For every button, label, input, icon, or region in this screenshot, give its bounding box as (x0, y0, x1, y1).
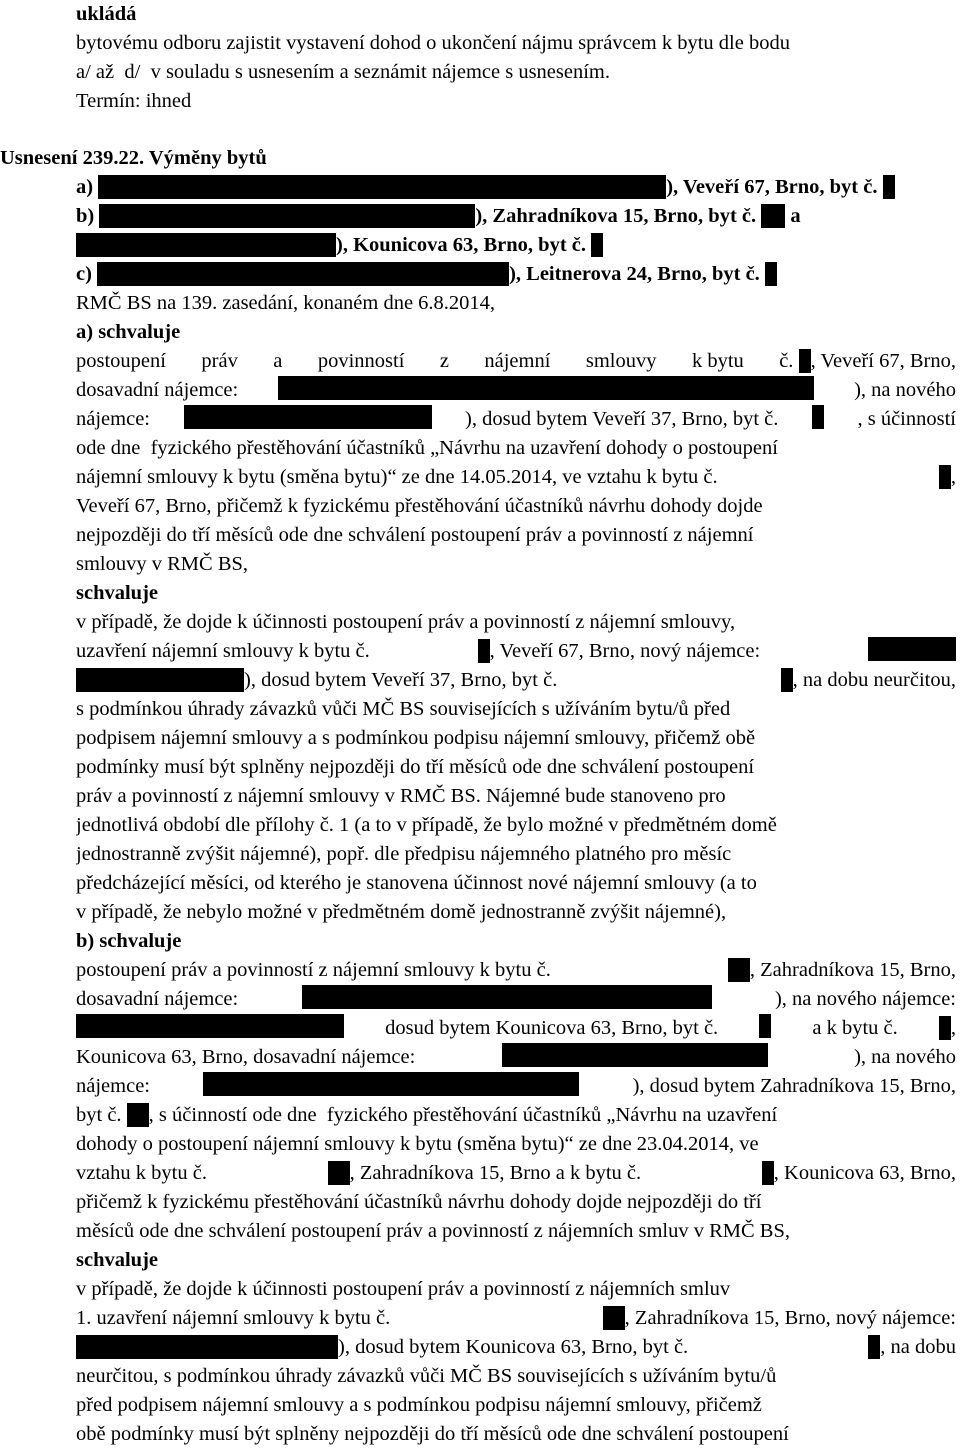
section-a-schvaluje: a) schvaluje (76, 321, 181, 343)
text-line: podpisem nájemní smlouvy a s podmínkou podpisu nájemní smlouvy, přičemž obě (76, 727, 756, 749)
redaction-block (98, 175, 666, 199)
text-line: jednostranně zvýšit nájemné), popř. dle předpisu nájemného platného pro měsíc (76, 843, 732, 865)
text-line: Termín: ihned (76, 90, 192, 112)
text-line: dohody o postoupení nájemní smlouvy k bytu (směna bytu)“ ze dne 23.04.2014, ve (76, 1133, 759, 1155)
text-line: smlouvy v RMČ BS, (76, 553, 249, 575)
text-line: Kounicova 63, Brno, dosavadní nájemce: ), na nového (76, 1043, 956, 1072)
text-line: dosud bytem Kounicova 63, Brno, byt č. a k bytu č. , (76, 1014, 956, 1043)
redaction-block (502, 1043, 768, 1067)
redaction-block (883, 175, 895, 199)
text-line: práv a povinností z nájemní smlouvy v RMČ BS. Nájemné bude stanoveno pro (76, 785, 726, 807)
redaction-block (603, 1306, 625, 1330)
text-line: nájemce: ), dosud bytem Zahradníkova 15, Brno, (76, 1072, 956, 1101)
text-line: přičemž k fyzickému přestěhování účastníků návrhu dohody dojde nejpozději do tří (76, 1191, 762, 1213)
redaction-block (278, 376, 814, 400)
redaction-block (765, 262, 777, 286)
redaction-block (203, 1072, 579, 1096)
text-line: dosavadní nájemce: ), na nového (76, 376, 956, 405)
redaction-block (761, 204, 785, 228)
redaction-block (76, 668, 244, 692)
text-line: neurčitou, s podmínkou úhrady závazků vůči MČ BS souvisejících s užíváním bytu/ů (76, 1365, 777, 1387)
redaction-block (868, 1335, 880, 1359)
text-line: jednotlivá období dle přílohy č. 1 (a to v případě, že bylo možné v předmětném domě (76, 814, 777, 836)
text-line: dosavadní nájemce: ), na nového nájemce: (76, 985, 956, 1014)
text-line: byt č. , s účinností ode dne fyzického přestěhování účastníků „Návrhu na uzavření (76, 1104, 778, 1126)
text-line: v případě, že dojde k účinnosti postoupení práv a povinností z nájemních smluv (76, 1278, 731, 1300)
redaction-block (591, 233, 603, 257)
redaction-block (302, 985, 712, 1009)
redaction-block (812, 405, 824, 429)
item-b-line: b) ), Zahradníkova 15, Brno, byt č. a (76, 205, 801, 227)
resolution-title: Usnesení 239.22. Výměny bytů (0, 147, 267, 169)
redaction-block (939, 1016, 951, 1040)
text-line: s podmínkou úhrady závazků vůči MČ BS souvisejících s užíváním bytu/ů před (76, 698, 731, 720)
redaction-block (939, 465, 951, 489)
text-line: v případě, že dojde k účinnosti postoupení práv a povinností z nájemní smlouvy, (76, 611, 736, 633)
redaction-block (799, 349, 811, 373)
redaction-block (781, 668, 793, 692)
text-line: bytovému odboru zajistit vystavení dohod o ukončení nájmu správcem k bytu dle bodu (76, 32, 790, 54)
text-line: postoupení práv a povinností z nájemní smlouvy k bytu č. , Veveří 67, Brno, (76, 350, 956, 372)
redaction-block (762, 1161, 774, 1185)
redaction-block (728, 958, 750, 982)
item-a-line: a) ), Veveří 67, Brno, byt č. (76, 173, 956, 202)
redaction-block (759, 1014, 771, 1038)
text-line: měsíců ode dne schválení postoupení práv a povinností z nájemních smluv v RMČ BS, (76, 1220, 790, 1242)
text-line: podmínky musí být splněny nejpozději do tří měsíců ode dne schválení postoupení (76, 756, 755, 778)
text-line: obě podmínky musí být splněny nejpozději do tří měsíců ode dne schválení postoupení (76, 1423, 789, 1445)
redaction-block (184, 405, 432, 429)
redaction-block (99, 204, 475, 228)
redaction-block (478, 639, 490, 663)
text-line: 1. uzavření nájemní smlouvy k bytu č. , Zahradníkova 15, Brno, nový nájemce: (76, 1307, 956, 1329)
redaction-block (76, 233, 336, 257)
redaction-block (127, 1103, 149, 1127)
text-line: v případě, že nebylo možné v předmětném domě jednostranně zvýšit nájemné), (76, 901, 727, 923)
redaction-block (76, 1335, 338, 1359)
redaction-block (868, 637, 956, 661)
text-line: ), dosud bytem Kounicova 63, Brno, byt č. , na dobu (76, 1333, 956, 1362)
text-line: uzavření nájemní smlouvy k bytu č. , Veveří 67, Brno, nový nájemce: (76, 637, 956, 666)
text-line: Veveří 67, Brno, přičemž k fyzickému přestěhování účastníků návrhu dohody dojde (76, 495, 763, 517)
text-line: RMČ BS na 139. zasedání, konaném dne 6.8.2014, (76, 292, 496, 314)
text-line: vztahu k bytu č. , Zahradníkova 15, Brno a k bytu č. , Kounicova 63, Brno, (76, 1162, 956, 1184)
text-line: před podpisem nájemní smlouvy a s podmínkou podpisu nájemní smlouvy, přičemž (76, 1394, 762, 1416)
text-line: a/ až d/ v souladu s usnesením a seznámit nájemce s usnesením. (76, 61, 611, 83)
text-line: postoupení práv a povinností z nájemní smlouvy k bytu č. , Zahradníkova 15, Brno, (76, 959, 956, 981)
text-line: ode dne fyzického přestěhování účastníků „Návrhu na uzavření dohody o postoupení (76, 437, 778, 459)
text-line: nájemní smlouvy k bytu (směna bytu)“ ze dne 14.05.2014, ve vztahu k bytu č. , (76, 466, 956, 488)
text-line: ), dosud bytem Veveří 37, Brno, byt č. , na dobu neurčitou, (76, 666, 956, 695)
redaction-block (76, 1014, 344, 1038)
schvaluje-heading: schvaluje (76, 582, 158, 604)
text-line: nejpozději do tří měsíců ode dne schválení postoupení práv a povinností z nájemní (76, 524, 754, 546)
redaction-block (97, 262, 509, 286)
schvaluje-heading: schvaluje (76, 1249, 158, 1271)
item-c-line: c) ), Leitnerova 24, Brno, byt č. (76, 260, 956, 289)
text-line: předcházející měsíci, od kterého je stanovena účinnost nové nájemní smlouvy (a to (76, 872, 757, 894)
item-b-line: ), Kounicova 63, Brno, byt č. (76, 231, 956, 260)
heading-uklada: ukládá (76, 3, 137, 25)
text-line: nájemce: ), dosud bytem Veveří 37, Brno, byt č. , s účinností (76, 405, 956, 434)
redaction-block (328, 1161, 350, 1185)
section-b-schvaluje: b) schvaluje (76, 930, 182, 952)
